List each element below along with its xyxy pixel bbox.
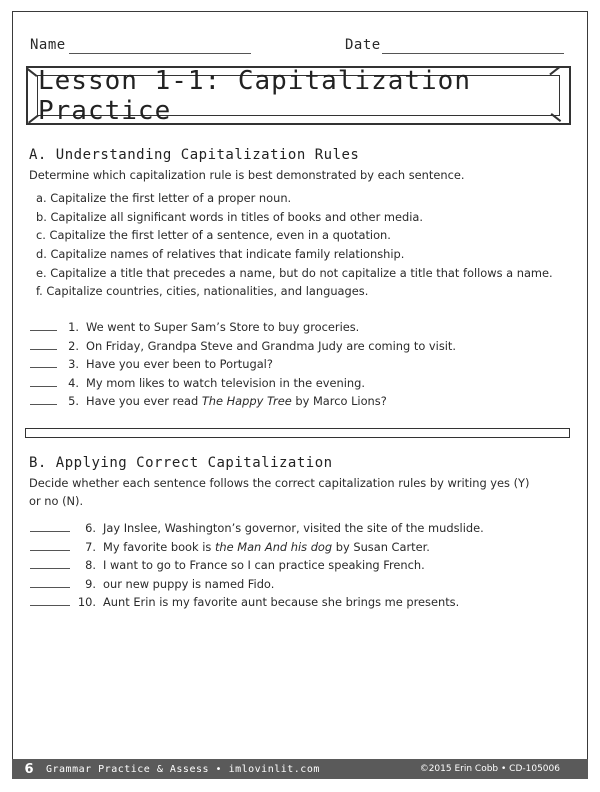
rules-list	[36, 191, 553, 303]
rule-item: f. Capitalize countries, cities, nationalities, and languages.	[36, 284, 369, 299]
question-number: 5.	[68, 394, 79, 408]
question-row	[30, 520, 484, 539]
answer-blank[interactable]	[30, 319, 57, 331]
answer-blank[interactable]	[30, 393, 57, 405]
instructions-line: or no (N).	[29, 494, 84, 508]
answer-blank[interactable]	[30, 557, 70, 569]
question-row	[30, 594, 484, 613]
copyright-text: ©2015 Erin Cobb • CD-105006	[419, 764, 560, 774]
question-number: 10.	[77, 595, 96, 609]
section-b-questions	[30, 520, 484, 613]
question-row	[30, 393, 456, 412]
section-a-questions	[30, 319, 456, 412]
question-row	[30, 375, 456, 394]
question-text: Have you ever been to Portugal?	[86, 357, 273, 371]
question-number: 3.	[68, 357, 79, 371]
question-text: Jay Inslee, Washington’s governor, visited the site of the mudslide.	[103, 521, 484, 535]
question-number: 6.	[85, 521, 96, 535]
page-number: 6	[24, 761, 34, 777]
answer-blank[interactable]	[30, 375, 57, 387]
book-title: The Happy Tree	[201, 394, 292, 408]
question-row	[30, 356, 456, 375]
answer-blank[interactable]	[30, 576, 70, 588]
title-frame	[26, 66, 571, 125]
answer-blank[interactable]	[30, 520, 70, 532]
question-text: On Friday, Grandpa Steve and Grandma Judy are coming to visit.	[86, 338, 457, 353]
question-number: 2.	[68, 338, 79, 353]
question-row	[30, 576, 484, 595]
question-text: My mom likes to watch television in the evening.	[86, 375, 365, 390]
question-row	[30, 338, 456, 357]
rule-item: c. Capitalize the first letter of a sentence, even in a quotation.	[36, 228, 391, 243]
question-text: We went to Super Sam’s Store to buy groceries.	[86, 320, 360, 334]
rule-item: b. Capitalize all significant words in titles of books and other media.	[36, 209, 423, 224]
rule-item: d. Capitalize names of relatives that indicate family relationship.	[36, 247, 405, 262]
question-number: 8.	[85, 558, 96, 572]
date-label: Date	[345, 37, 381, 53]
question-number: 4.	[68, 375, 79, 390]
frame-corner	[27, 68, 37, 77]
title-inner-frame	[37, 65, 560, 126]
date-field[interactable]	[382, 53, 564, 54]
answer-blank[interactable]	[30, 338, 57, 350]
header-row	[30, 37, 568, 59]
question-text: our new puppy is named Fido.	[103, 576, 275, 591]
answer-blank[interactable]	[30, 539, 70, 551]
question-number: 9.	[85, 576, 96, 591]
question-text: by Susan Carter.	[332, 539, 430, 554]
rule-item: e. Capitalize a title that precedes a name, but do not capitalize a title that follows a name.	[36, 265, 553, 280]
question-row	[30, 557, 484, 576]
name-label: Name	[30, 37, 66, 53]
section-b-heading: B. Applying Correct Capitalization	[29, 455, 333, 471]
question-text: My favorite book is	[103, 539, 215, 554]
rule-item: a. Capitalize the first letter of a proper noun.	[36, 191, 292, 205]
page-title: Lesson 1-1: Capitalization Practice	[38, 65, 471, 126]
section-a-heading: A. Understanding Capitalization Rules	[29, 147, 360, 163]
question-text: I want to go to France so I can practice speaking French.	[103, 558, 425, 572]
book-title: the Man And his dog	[214, 539, 333, 554]
book-credit: Grammar Practice & Assess • imlovinlit.com	[46, 763, 320, 775]
answer-blank[interactable]	[30, 356, 57, 368]
question-text: Have you ever read	[86, 394, 202, 408]
question-text: Aunt Erin is my favorite aunt because she brings me presents.	[103, 595, 460, 609]
question-row	[30, 319, 456, 338]
page-footer	[12, 759, 588, 779]
question-row	[30, 539, 484, 558]
name-field[interactable]	[69, 53, 251, 54]
instructions-line: Decide whether each sentence follows the correct capitalization rules by writing yes (Y)	[29, 476, 530, 490]
question-number: 1.	[68, 320, 79, 334]
section-b-instructions	[29, 474, 560, 510]
question-number: 7.	[85, 539, 96, 554]
question-text: by Marco Lions?	[291, 394, 387, 408]
section-divider	[25, 428, 570, 438]
section-a-instructions: Determine which capitalization rule is best demonstrated by each sentence.	[29, 168, 465, 182]
answer-blank[interactable]	[30, 594, 70, 606]
